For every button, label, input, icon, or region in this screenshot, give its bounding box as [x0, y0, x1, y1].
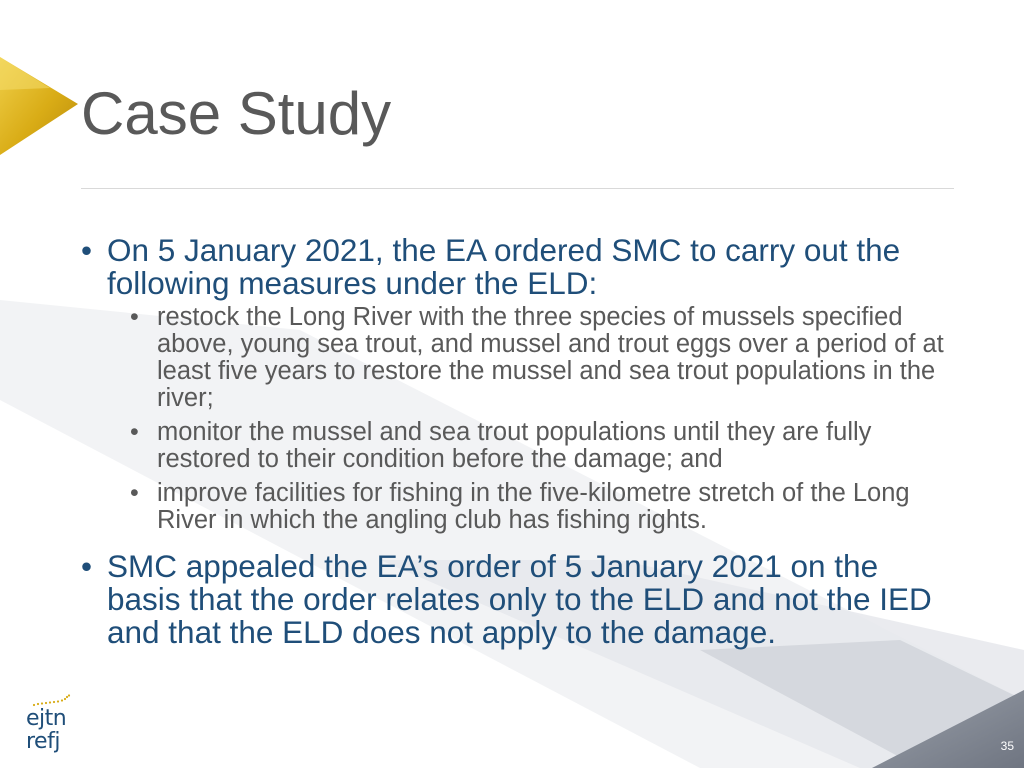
sub-bullet-list [78, 304, 958, 534]
title-divider [81, 188, 954, 189]
bullet-item: • On 5 January 2021, the EA ordered SMC to carry out the following measures under the ELD: [78, 234, 958, 300]
logo-text-line1: ejtn [26, 706, 67, 731]
slide-content [78, 234, 958, 649]
ejtn-logo [26, 694, 76, 758]
logo-text-line2: refj [26, 729, 60, 754]
page-title: Case Study [81, 80, 392, 147]
sub-bullet-item: • monitor the mussel and sea trout populations until they are fully restored to their condition before the damage; and [78, 419, 958, 473]
gold-triangle-highlight [0, 57, 50, 90]
sub-bullet-item: • restock the Long River with the three species of mussels specified above, young sea trout, and mussel and trout eggs over a period of at least five years to restore the mussel and sea trout populations in the river; [78, 304, 958, 412]
page-number: 35 [1000, 739, 1014, 753]
bullet-item: • SMC appealed the EA’s order of 5 January 2021 on the basis that the order relates only to the ELD and not the IED and that the ELD does not apply to the damage. [78, 550, 958, 649]
sub-bullet-item: • improve facilities for fishing in the five-kilometre stretch of the Long River in which the angling club has fishing rights. [78, 480, 958, 534]
